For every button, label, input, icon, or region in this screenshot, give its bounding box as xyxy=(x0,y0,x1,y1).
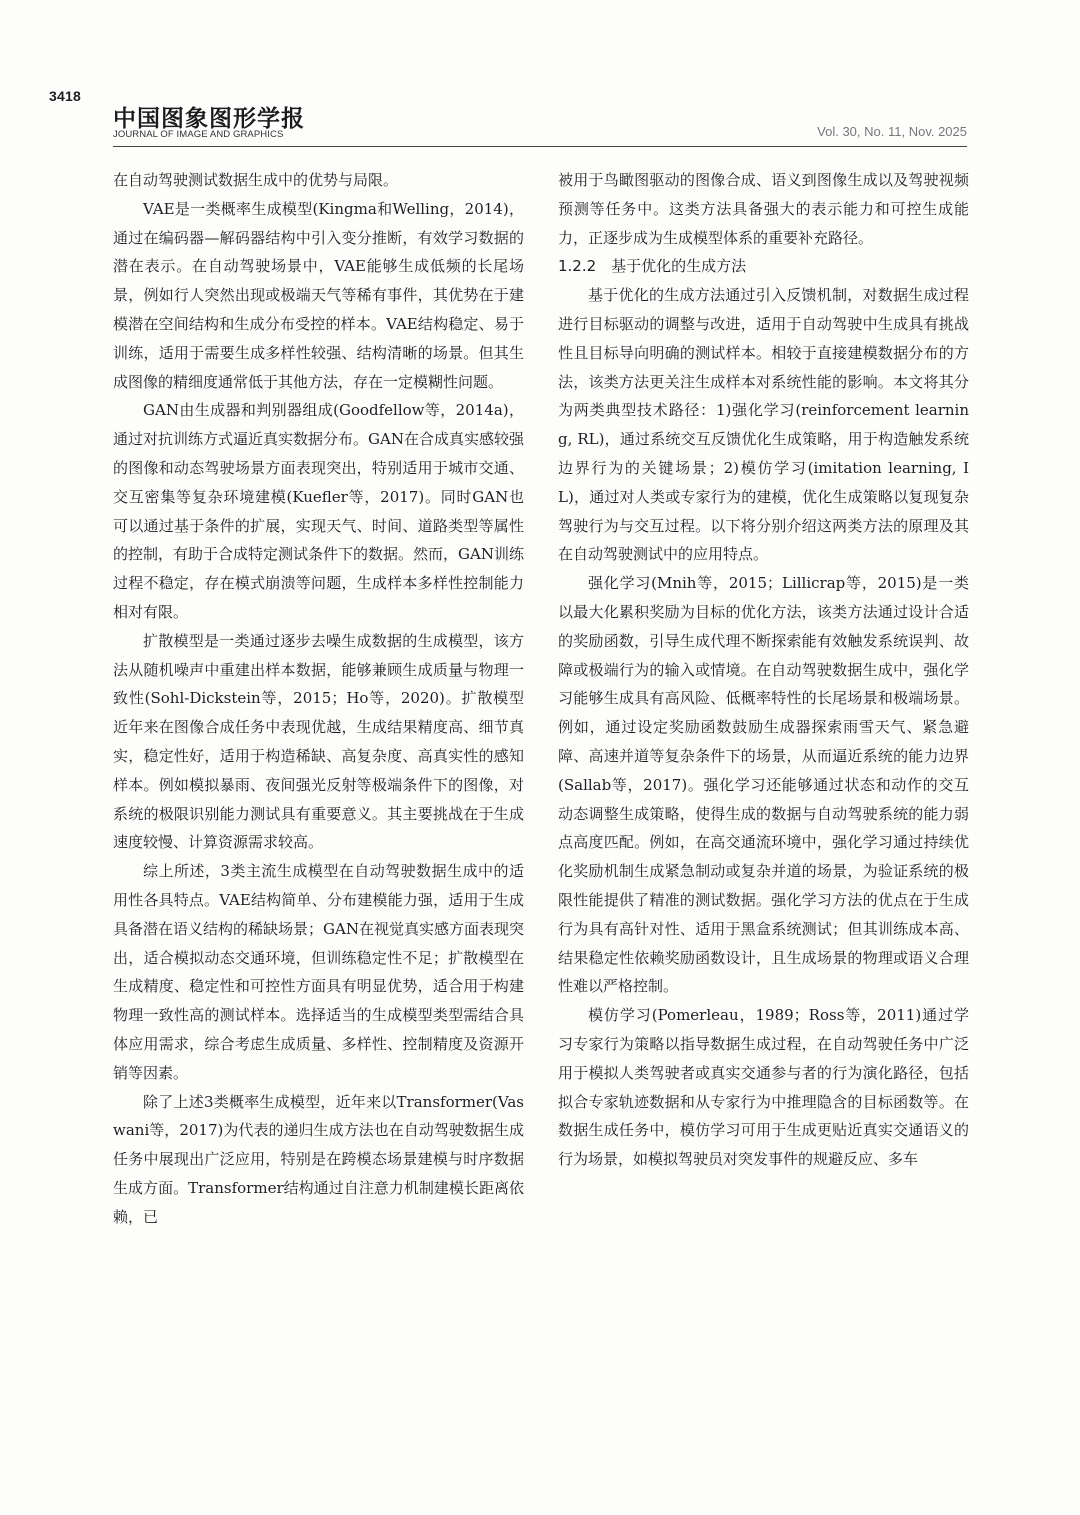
right-column xyxy=(558,166,969,1174)
journal-title-cn: 中国图象图形学报 xyxy=(113,106,305,132)
paragraph-vae: VAE是一类概率生成模型(Kingma和Welling，2014)，通过在编码器—解码器结构中引入变分推断，有效学习数据的潜在表示。在自动驾驶场景中，VAE能够生成低频的长尾场景，例如行人突然出现或极端天气等稀有事件，其优势在于建模潜在空间结构和生成分布受控的样本。VAE结构稳定、易于训练，适用于需要生成多样性较强、结构清晰的场景。但其生成图像的精细度通常低于其他方法，存在一定模糊性问题。 xyxy=(113,199,524,391)
paragraph-rl: 强化学习(Mnih等，2015；Lillicrap等，2015)是一类以最大化累积奖励为目标的优化方法，该类方法通过设计合适的奖励函数，引导生成代理不断探索能有效触发系统误判、故障或极端行为的输入或情境。在自动驾驶数据生成中，强化学习能够生成具有高风险、低概率特性的长尾场景和极端场景。例如，通过设定奖励函数鼓励生成器探索雨雪天气、紧急避障、高速并道等复杂条件下的场景，从而逼近系统的能力边界(Sallab等，2017)。强化学习还能够通过状态和动作的交互动态调整生成策略，使得生成的数据与自动驾驶系统的能力弱点高度匹配。例如，在高交通流环境中，强化学习通过持续优化奖励机制生成紧急制动或复杂并道的场景，为验证系统的极限性能提供了精准的测试数据。强化学习方法的优点在于生成行为具有高针对性、适用于黑盒系统测试；但其训练成本高、结果稳定性依赖奖励函数设计，且生成场景的物理或语义合理性难以严格控制。 xyxy=(558,574,969,996)
paragraph: 被用于鸟瞰图驱动的图像合成、语义到图像生成以及驾驶视频预测等任务中。这类方法具备强大的表示能力和可控生成能力，正逐步成为生成模型体系的重要补充路径。 xyxy=(558,171,969,247)
paragraph-il: 模仿学习(Pomerleau，1989；Ross等，2011)通过学习专家行为策略以指导数据生成过程，在自动驾驶任务中广泛用于模拟人类驾驶者或真实交通参与者的行为演化路径，包括拟合专家轨迹数据和从专家行为中推理隐含的目标函数等。在数据生成任务中，模仿学习可用于生成更贴近真实交通语义的行为场景，如模拟驾驶员对突发事件的规避反应、多车 xyxy=(558,1006,969,1169)
journal-title-en: JOURNAL OF IMAGE AND GRAPHICS xyxy=(113,129,284,140)
paragraph-gan: GAN由生成器和判别器组成(Goodfellow等，2014a)，通过对抗训练方式逼近真实数据分布。GAN在合成真实感较强的图像和动态驾驶场景方面表现突出，特别适用于城市交通、交互密集等复杂环境建模(Kuefler等，2017)。同时GAN也可以通过基于条件的扩展，实现天气、时间、道路类型等属性的控制，有助于合成特定测试条件下的数据。然而，GAN训练过程不稳定，存在模式崩溃等问题，生成样本多样性控制能力相对有限。 xyxy=(113,401,524,621)
section-heading: 1.2.2 基于优化的生成方法 xyxy=(558,257,747,276)
paragraph-summary: 综上所述，3类主流生成模型在自动驾驶数据生成中的适用性各具特点。VAE结构简单、分布建模能力强，适用于生成具备潜在语义结构的稀缺场景；GAN在视觉真实感方面表现突出，适合模拟动态交通环境，但训练稳定性不足；扩散模型在生成精度、稳定性和可控性方面具有明显优势，适合用于构建物理一致性高的测试样本。选择适当的生成模型类型需结合具体应用需求，综合考虑生成质量、多样性、控制精度及资源开销等因素。 xyxy=(113,862,524,1082)
issue-info: Vol. 30, No. 11, Nov. 2025 xyxy=(817,124,967,139)
paragraph: 在自动驾驶测试数据生成中的优势与局限。 xyxy=(113,171,399,189)
paragraph-transformer: 除了上述3类概率生成模型，近年来以Transformer(Vaswani等，2017)为代表的递归生成方法也在自动驾驶数据生成任务中展现出广泛应用，特别是在跨模态场景建模与时序数据生成方面。Transformer结构通过自注意力机制建模长距离依赖，已 xyxy=(113,1092,524,1226)
left-column xyxy=(113,166,524,1231)
header-rule xyxy=(113,146,967,147)
page-number: 3418 xyxy=(49,88,81,104)
paragraph-diffusion: 扩散模型是一类通过逐步去噪生成数据的生成模型，该方法从随机噪声中重建出样本数据，能够兼顾生成质量与物理一致性(Sohl-Dickstein等，2015；Ho等，2020)。扩散模型近年来在图像合成任务中表现优越，生成结果精度高、细节真实，稳定性好，适用于构造稀缺、高复杂度、高真实性的感知样本。例如模拟暴雨、夜间强光反射等极端条件下的图像，对系统的极限识别能力测试具有重要意义。其主要挑战在于生成速度较慢、计算资源需求较高。 xyxy=(113,631,524,852)
paragraph-optimization: 基于优化的生成方法通过引入反馈机制，对数据生成过程进行目标驱动的调整与改进，适用于自动驾驶中生成具有挑战性且目标导向明确的测试样本。相较于直接建模数据分布的方法，该类方法更关注生成样本对系统性能的影响。本文将其分为两类典型技术路径：1)强化学习(reinforcement learning, RL)，通过系统交互反馈优化生成策略，用于构造触发系统边界行为的关键场景；2)模仿学习(imitation learning, IL)，通过对人类或专家行为的建模，优化生成策略以复现复杂驾驶行为与交互过程。以下将分别介绍这两类方法的原理及其在自动驾驶测试中的应用特点。 xyxy=(558,286,969,564)
